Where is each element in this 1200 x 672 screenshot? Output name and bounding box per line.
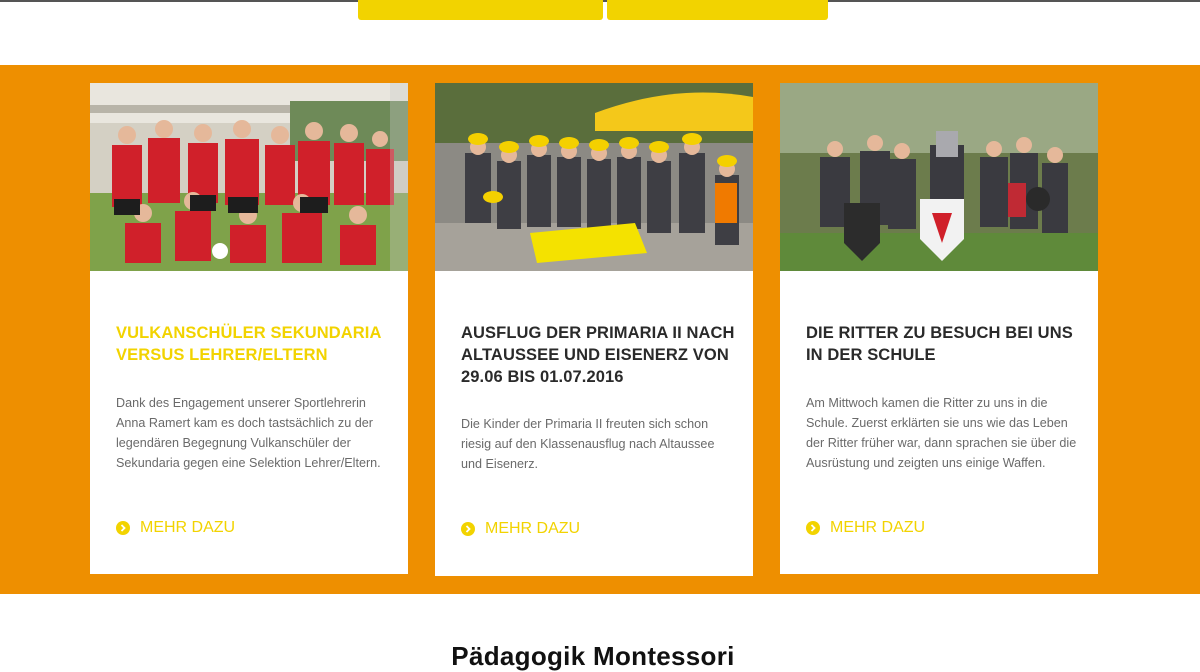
chevron-right-circle-icon	[806, 521, 820, 535]
card-text: Dank des Engagement unserer Sportlehrerin Anna Ramert kam es doch tastsächlich zu der legendären Begegnung Vulkanschüler der Sekundaria gegen eine Selektion Lehrer/Eltern.	[116, 396, 381, 470]
more-link[interactable]	[461, 520, 580, 538]
top-button-right[interactable]	[607, 0, 828, 20]
top-button-left[interactable]	[358, 0, 603, 20]
news-card-3	[780, 83, 1098, 574]
more-link-label: MEHR DAZU	[485, 520, 581, 537]
card-title[interactable]: VULKANSCHÜLER SEKUNDARIA VERSUS LEHRER/ELTERN	[116, 324, 381, 364]
more-link[interactable]	[116, 519, 235, 537]
card-text: Am Mittwoch kamen die Ritter zu uns in die Schule. Zuerst erklärten sie uns wie das Leben der Ritter früher war, dann sprachen sie über die Ausrüstung und zeigten uns einige Waffen.	[806, 396, 1077, 470]
card-title[interactable]: AUSFLUG DER PRIMARIA II NACH ALTAUSSEE UND EISENERZ VON 29.06 BIS 01.07.2016	[461, 324, 735, 386]
football-team-photo[interactable]	[90, 83, 408, 271]
more-link[interactable]	[806, 519, 925, 537]
chevron-right-circle-icon	[461, 522, 475, 536]
card-title[interactable]: DIE RITTER ZU BESUCH BEI UNS IN DER SCHULE	[806, 324, 1073, 364]
news-card-2	[435, 83, 753, 576]
news-card-1	[90, 83, 408, 574]
more-link-label: MEHR DAZU	[830, 519, 926, 536]
section-title: Pädagogik Montessori	[451, 641, 735, 671]
card-text: Die Kinder der Primaria II freuten sich schon riesig auf den Klassenausflug nach Altaussee und Eisenerz.	[461, 417, 715, 471]
chevron-right-circle-icon	[116, 521, 130, 535]
children-with-hard-hats-photo[interactable]	[435, 83, 753, 271]
more-link-label: MEHR DAZU	[140, 519, 236, 536]
knights-visit-photo[interactable]	[780, 83, 1098, 271]
